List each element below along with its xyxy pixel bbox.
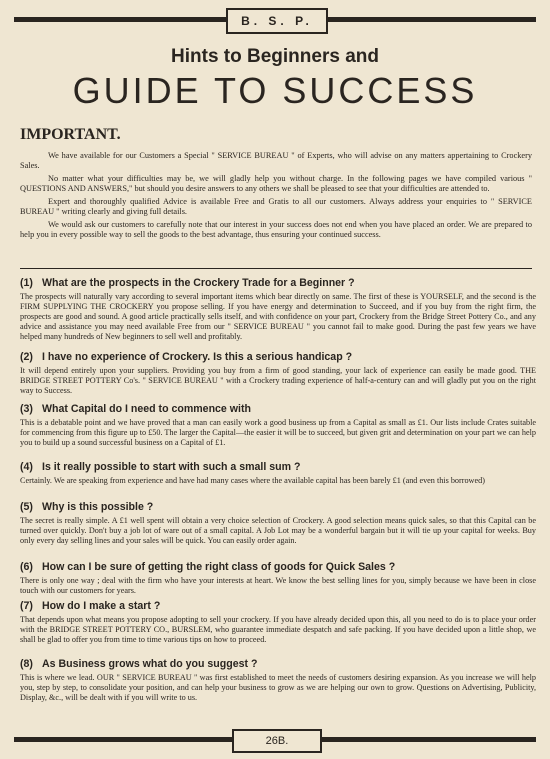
qa-item-7 xyxy=(20,599,536,645)
title-line-2: GUIDE TO SUCCESS xyxy=(72,70,478,111)
qa-item-8 xyxy=(20,657,536,703)
question-number: (7) xyxy=(20,600,33,612)
question-heading xyxy=(20,560,536,574)
question-number: (3) xyxy=(20,403,33,415)
question-text: How can I be sure of getting the right class of goods for Quick Sales ? xyxy=(42,561,396,573)
qa-item-3 xyxy=(20,402,536,448)
question-number: (2) xyxy=(20,351,33,363)
answer-text: The prospects will naturally vary according to several important items which bear directly on same. The first of these is YOURSELF, and the second is the FIRM SUPPLYING THE CROCKERY you propose selling. If you have energy and determination to Succeed, and if you buy from the right firm, the prospects are good and sound. A good article practically sells itself, and with confidence on your part, Crockery from the Bridge Street Pottery Co., and any advice and assistance you may need available Free from our " SERVICE BUREAU " you cannot fail to make good. During the past few years we have helped many hundreds of New beginners to sell well and profitably. xyxy=(20,292,536,341)
important-heading: IMPORTANT. xyxy=(20,126,121,143)
page-number: 26B. xyxy=(232,729,322,753)
question-text: I have no experience of Crockery. Is this a serious handicap ? xyxy=(42,351,353,363)
qa-item-6 xyxy=(20,560,536,596)
question-text: How do I make a start ? xyxy=(42,600,161,612)
question-text: What are the prospects in the Crockery Trade for a Beginner ? xyxy=(42,277,355,289)
intro-paragraph: We have available for our Customers a Special " SERVICE BUREAU " of Experts, who will advise on any matters appertaining to Crockery Sales. xyxy=(20,151,532,170)
question-heading xyxy=(20,599,536,613)
question-number: (4) xyxy=(20,461,33,473)
question-heading xyxy=(20,350,536,364)
question-heading xyxy=(20,460,536,474)
qa-item-5 xyxy=(20,500,536,546)
question-text: What Capital do I need to commence with xyxy=(42,403,251,415)
important-intro xyxy=(20,151,532,243)
answer-text: That depends upon what means you propose adopting to sell your crockery. If you have already decided upon this, all you need to do is to place your order with the BRIDGE STREET POTTERY CO., BURSLEM, who guarantee immediate despatch and safe packing. If you have decided upon a little shop, we shall be glad to offer you from time to time various tips on how to proceed. xyxy=(20,615,536,644)
section-divider xyxy=(20,268,532,269)
answer-text: This is where we lead. OUR " SERVICE BUREAU " was first established to meet the needs of customers desiring expansion. As you increase we will help you, step by step, to consolidate your position, and can help your business to grow as we are helping our own to grow. Questions on Advertising, Publicity, Display, &c., will be dealt with if you will write to us. xyxy=(20,673,536,702)
question-number: (6) xyxy=(20,561,33,573)
qa-item-2 xyxy=(20,350,536,396)
question-heading xyxy=(20,500,536,514)
question-number: (8) xyxy=(20,658,33,670)
intro-paragraph: No matter what your difficulties may be, we will gladly help you without charge. In the following pages we have compiled various " QUESTIONS AND ANSWERS," but should you desire answers to any others we shall be pleased to see that your difficulties are attended to. xyxy=(20,174,532,193)
question-heading xyxy=(20,276,536,290)
question-heading xyxy=(20,402,536,416)
answer-text: This is a debatable point and we have proved that a man can easily work a good business up from a Capital as small as £1. Our lists include Crates suitable for commencing from this figure up to £50. The larger the Capital—the easier it will be to succeed, but given grit and determination on your part we can help you to build up a sound successful business on a Capital of £1. xyxy=(20,418,536,447)
question-text: As Business grows what do you suggest ? xyxy=(42,658,258,670)
answer-text: It will depend entirely upon your suppliers. Providing you buy from a firm of good standing, your lack of experience can easily be made good. THE BRIDGE STREET POTTERY Co's. " SERVICE BUREAU " with a Crockery trading experience of half-a-century can and will gladly put you on the right way to Success. xyxy=(20,366,536,395)
answer-text: The secret is really simple. A £1 well spent will obtain a very choice selection of Crockery. A good selection means quick sales, so that this Capital can be turned over quickly. Don't buy a job lot of ware out of a small capital. A Job Lot may be a wonderful bargain but it will tie up your capital for weeks. Buy only every day selling lines and your sales will be quick. You can easily order again. xyxy=(20,516,536,545)
question-heading xyxy=(20,657,536,671)
answer-text: There is only one way ; deal with the firm who have your interests at heart. We know the best selling lines for you, simply because we have been in close touch with our customers for years. xyxy=(20,576,536,595)
intro-paragraph: Expert and thoroughly qualified Advice is available Free and Gratis to all our customers. Always address your enquiries to " SERVICE BUREAU " writing clearly and giving full details. xyxy=(20,197,532,216)
question-number: (1) xyxy=(20,277,33,289)
title-line-1: Hints to Beginners and xyxy=(171,46,379,67)
question-text: Is it really possible to start with such a small sum ? xyxy=(42,461,301,473)
header-badge: B. S. P. xyxy=(226,8,328,34)
qa-item-4 xyxy=(20,460,536,486)
intro-paragraph: We would ask our customers to carefully note that our interest in your success does not end when you have placed an order. We are prepared to help you in every possible way to sell the goods to the best advantage, thus ensuring your continued success. xyxy=(20,220,532,239)
qa-item-1 xyxy=(20,276,536,342)
question-number: (5) xyxy=(20,501,33,513)
answer-text: Certainly. We are speaking from experience and have had many cases where the available capital has been barely £1 (and even this borrowed) xyxy=(20,476,485,485)
question-text: Why is this possible ? xyxy=(42,501,154,513)
